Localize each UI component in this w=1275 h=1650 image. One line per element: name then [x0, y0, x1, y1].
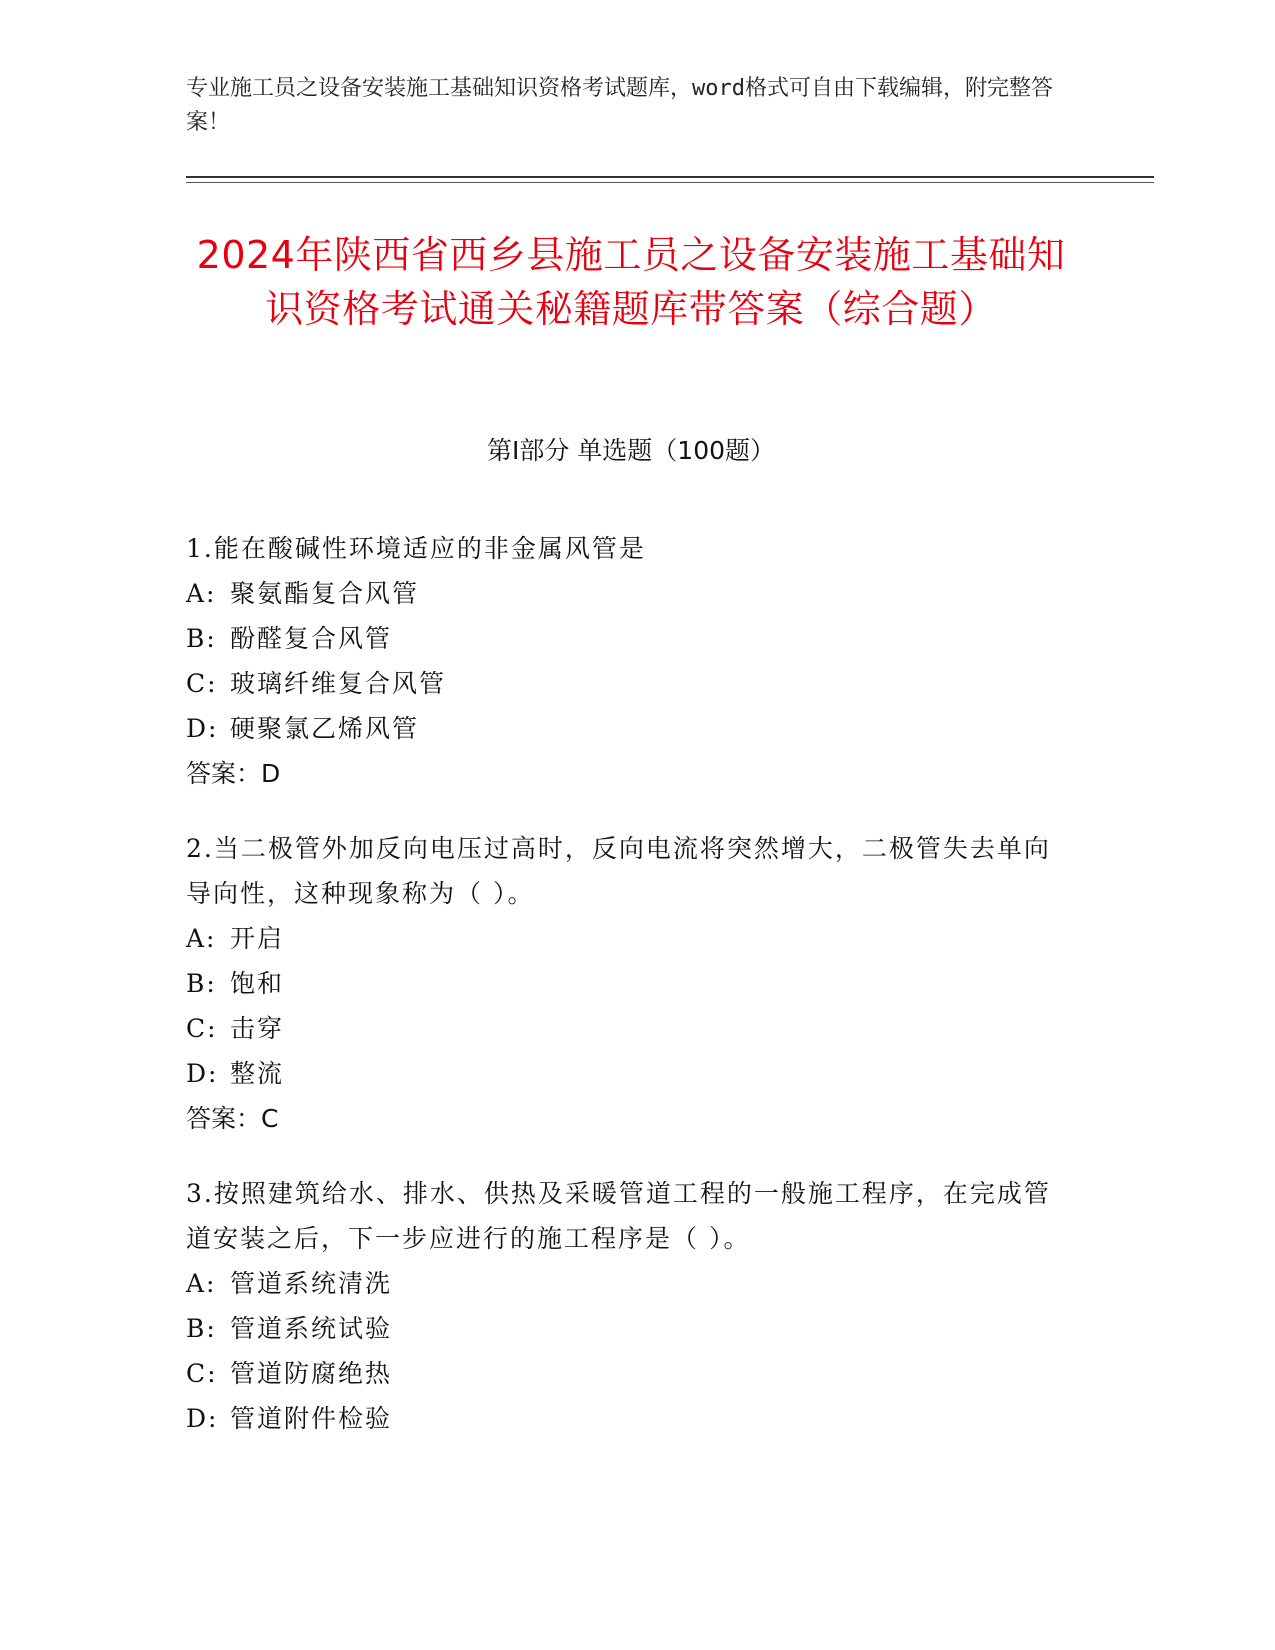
option-key: C: — [186, 1014, 218, 1043]
option-text: 管道防腐绝热 — [230, 1359, 393, 1388]
question-text: 2.当二极管外加反向电压过高时，反向电流将突然增大，二极管失去单向导向性，这种现象称为（ ）。 — [186, 834, 1051, 908]
option-key: B: — [186, 1314, 217, 1343]
option-key: B: — [186, 624, 217, 653]
option-key: D: — [186, 1059, 219, 1088]
option-a — [186, 1261, 1066, 1306]
option-text: 饱和 — [230, 969, 285, 998]
option-text: 玻璃纤维复合风管 — [230, 669, 447, 698]
option-c — [186, 1351, 1066, 1396]
option-text: 酚醛复合风管 — [230, 624, 393, 653]
option-d — [186, 1396, 1066, 1441]
option-text: 整流 — [230, 1059, 285, 1088]
question-1 — [186, 526, 1066, 796]
question-3 — [186, 1171, 1066, 1441]
option-text: 硬聚氯乙烯风管 — [230, 714, 420, 743]
option-text: 聚氨酯复合风管 — [230, 579, 420, 608]
option-a — [186, 916, 1066, 961]
option-b — [186, 616, 1066, 661]
option-key: A: — [186, 579, 217, 608]
option-key: D: — [186, 1404, 219, 1433]
question-2 — [186, 826, 1066, 1141]
section-title: 第Ⅰ部分 单选题（100题） — [486, 436, 776, 465]
option-text: 管道系统清洗 — [230, 1269, 393, 1298]
option-key: B: — [186, 969, 217, 998]
option-d — [186, 1051, 1066, 1096]
answer-line: 答案：D — [186, 759, 281, 788]
option-key: D: — [186, 714, 219, 743]
header-divider-thick — [186, 176, 1154, 178]
document-title: 2024年陕西省西乡县施工员之设备安装施工基础知识资格考试通关秘籍题库带答案（综合题） — [196, 233, 1066, 331]
option-key: C: — [186, 1359, 218, 1388]
option-key: C: — [186, 669, 218, 698]
answer-line: 答案：C — [186, 1104, 279, 1133]
header-divider-thin — [186, 182, 1154, 183]
option-text: 开启 — [230, 924, 285, 953]
option-key: A: — [186, 924, 217, 953]
option-c — [186, 1006, 1066, 1051]
option-a — [186, 571, 1066, 616]
question-text: 1.能在酸碱性环境适应的非金属风管是 — [186, 534, 646, 563]
question-list — [186, 526, 1066, 1471]
question-text: 3.按照建筑给水、排水、供热及采暖管道工程的一般施工程序，在完成管道安装之后，下一步应进行的施工程序是（ ）。 — [186, 1179, 1051, 1253]
option-text: 管道系统试验 — [230, 1314, 393, 1343]
option-text: 管道附件检验 — [230, 1404, 393, 1433]
option-b — [186, 961, 1066, 1006]
option-text: 击穿 — [230, 1014, 285, 1043]
header-note: 专业施工员之设备安装施工基础知识资格考试题库，word格式可自由下载编辑，附完整答案！ — [186, 76, 1053, 135]
option-d — [186, 706, 1066, 751]
option-c — [186, 661, 1066, 706]
option-key: A: — [186, 1269, 217, 1298]
option-b — [186, 1306, 1066, 1351]
